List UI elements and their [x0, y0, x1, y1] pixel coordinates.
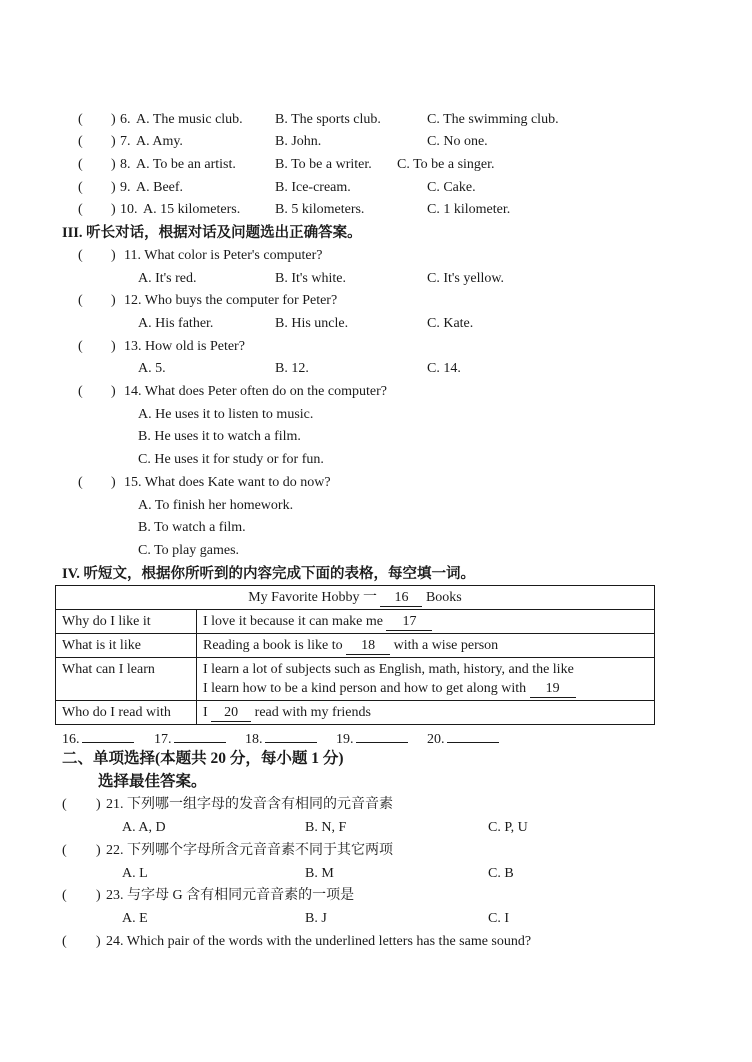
- option-c: C. 14.: [427, 361, 461, 376]
- answer-paren-open: (: [78, 339, 83, 354]
- option-a: A. 5.: [138, 361, 166, 376]
- table-row: [56, 634, 655, 658]
- table-row: [56, 610, 655, 634]
- row-label: Who do I read with: [56, 701, 197, 725]
- option-b: B. To watch a film.: [138, 520, 246, 535]
- option-a: A. Amy.: [136, 134, 183, 149]
- question-text: 22. 下列哪个字母所含元音音素不同于其它两项: [106, 843, 393, 858]
- answer-paren-close: ): [111, 475, 116, 490]
- option-a: A. Beef.: [136, 180, 184, 195]
- blank-20[interactable]: 20: [211, 705, 251, 722]
- question-number: 10.: [120, 202, 138, 217]
- answer-20[interactable]: [427, 729, 499, 749]
- option-c: C. The swimming club.: [427, 112, 559, 127]
- question-text: 23. 与字母 G 含有相同元音音素的一项是: [106, 888, 355, 903]
- option-c: C. Kate.: [427, 316, 474, 331]
- option-c: C. To be a singer.: [397, 157, 495, 172]
- option-c: C. 1 kilometer.: [427, 202, 511, 217]
- answer-paren-close: ): [111, 202, 116, 217]
- row-text-line-2: [203, 679, 648, 698]
- answer-paren-close: ): [96, 797, 101, 812]
- option-a: A. L: [122, 866, 148, 881]
- option-a: A. His father.: [138, 316, 214, 331]
- option-a: A. A, D: [122, 820, 166, 835]
- part-2-subheading: 选择最佳答案。: [98, 773, 207, 790]
- row-text: Reading a book is like to: [203, 638, 347, 653]
- option-a: A. E: [122, 911, 148, 926]
- answer-paren-close: ): [96, 843, 101, 858]
- row-text: I learn how to be a kind person and how to get along with: [203, 681, 530, 696]
- option-b: B. J: [305, 911, 327, 926]
- option-b: B. The sports club.: [275, 112, 381, 127]
- answer-label: 16.: [62, 732, 80, 747]
- option-a: A. To finish her homework.: [138, 498, 294, 513]
- answer-paren-open: (: [78, 202, 83, 217]
- row-text-suffix: with a wise person: [390, 638, 499, 653]
- hobby-table: [55, 585, 655, 725]
- question-number: 6.: [120, 112, 131, 127]
- answer-paren-open: (: [62, 797, 67, 812]
- option-a: A. He uses it to listen to music.: [138, 407, 314, 422]
- question-number: 9.: [120, 180, 131, 195]
- answer-paren-close: ): [111, 339, 116, 354]
- option-c: C. It's yellow.: [427, 271, 505, 286]
- row-text: I: [203, 705, 212, 720]
- answer-paren-open: (: [62, 934, 67, 949]
- option-a: A. To be an artist.: [136, 157, 236, 172]
- row-text-line-1: I learn a lot of subjects such as English, math, history, and the like: [203, 662, 574, 677]
- table-title-row: [56, 586, 655, 610]
- question-text: 21. 下列哪一组字母的发音含有相同的元音音素: [106, 797, 393, 812]
- table-row: [56, 701, 655, 725]
- answer-16[interactable]: [62, 729, 134, 749]
- option-b: B. N, F: [305, 820, 347, 835]
- section-4-heading: IV. 听短文，根据你所听到的内容完成下面的表格，每空填一词。: [62, 566, 475, 582]
- answer-paren-open: (: [78, 112, 83, 127]
- option-b: B. It's white.: [275, 271, 346, 286]
- option-c: C. I: [488, 911, 509, 926]
- option-b: B. To be a writer.: [275, 157, 372, 172]
- row-content: [197, 634, 655, 658]
- answer-paren-close: ): [111, 293, 116, 308]
- option-c: C. P, U: [488, 820, 528, 835]
- blank-18[interactable]: 18: [346, 638, 390, 655]
- option-c: C. To play games.: [138, 543, 240, 558]
- question-number: 7.: [120, 134, 131, 149]
- option-c: C. No one.: [427, 134, 488, 149]
- answer-paren-open: (: [78, 157, 83, 172]
- blank-16[interactable]: 16: [380, 590, 422, 607]
- row-label: What is it like: [56, 634, 197, 658]
- answer-paren-open: (: [78, 384, 83, 399]
- blank-19[interactable]: 19: [530, 681, 576, 698]
- answer-paren-open: (: [78, 180, 83, 195]
- answer-19[interactable]: [336, 729, 408, 749]
- table-row: [56, 658, 655, 701]
- answer-paren-close: ): [96, 888, 101, 903]
- answer-paren-open: (: [78, 475, 83, 490]
- answer-paren-open: (: [78, 293, 83, 308]
- answer-paren-close: ): [111, 157, 116, 172]
- question-number: 8.: [120, 157, 131, 172]
- option-c: C. He uses it for study or for fun.: [138, 452, 324, 467]
- answer-paren-open: (: [62, 888, 67, 903]
- option-a: A. 15 kilometers.: [143, 202, 241, 217]
- option-c: C. B: [488, 866, 514, 881]
- question-text: 13. How old is Peter?: [124, 339, 245, 354]
- table-title: [56, 586, 655, 610]
- answer-17[interactable]: [154, 729, 226, 749]
- question-text: 12. Who buys the computer for Peter?: [124, 293, 338, 308]
- question-text: 14. What does Peter often do on the computer?: [124, 384, 387, 399]
- option-a: A. The music club.: [136, 112, 243, 127]
- title-text: My Favorite Hobby 一: [248, 590, 381, 605]
- option-c: C. Cake.: [427, 180, 476, 195]
- option-b: B. He uses it to watch a film.: [138, 429, 301, 444]
- answer-paren-close: ): [96, 934, 101, 949]
- section-3-heading: III. 听长对话，根据对话及问题选出正确答案。: [62, 225, 362, 241]
- answer-paren-close: ): [111, 248, 116, 263]
- answer-paren-close: ): [111, 112, 116, 127]
- row-content: [197, 610, 655, 634]
- answer-label: 17.: [154, 732, 172, 747]
- answer-label: 19.: [336, 732, 354, 747]
- option-b: B. His uncle.: [275, 316, 349, 331]
- answer-paren-close: ): [111, 384, 116, 399]
- title-suffix: Books: [422, 590, 462, 605]
- answer-18[interactable]: [245, 729, 317, 749]
- answer-paren-open: (: [62, 843, 67, 858]
- option-b: B. John.: [275, 134, 322, 149]
- option-a: A. It's red.: [138, 271, 197, 286]
- question-text: 24. Which pair of the words with the underlined letters has the same sound?: [106, 934, 532, 949]
- answer-paren-open: (: [78, 134, 83, 149]
- row-label: Why do I like it: [56, 610, 197, 634]
- question-text: 11. What color is Peter's computer?: [124, 248, 323, 263]
- row-content: [197, 658, 655, 701]
- answer-paren-close: ): [111, 134, 116, 149]
- option-b: B. 5 kilometers.: [275, 202, 365, 217]
- part-2-heading: 二、单项选择(本题共 20 分，每小题 1 分): [62, 750, 344, 767]
- option-b: B. Ice-cream.: [275, 180, 351, 195]
- blank-17[interactable]: 17: [386, 614, 432, 631]
- question-text: 15. What does Kate want to do now?: [124, 475, 331, 490]
- row-label: What can I learn: [56, 658, 197, 701]
- option-b: B. 12.: [275, 361, 309, 376]
- option-b: B. M: [305, 866, 334, 881]
- answer-label: 18.: [245, 732, 263, 747]
- answer-paren-close: ): [111, 180, 116, 195]
- row-content: [197, 701, 655, 725]
- answer-paren-open: (: [78, 248, 83, 263]
- row-text: I love it because it can make me: [203, 614, 387, 629]
- row-text-suffix: read with my friends: [251, 705, 371, 720]
- answer-label: 20.: [427, 732, 445, 747]
